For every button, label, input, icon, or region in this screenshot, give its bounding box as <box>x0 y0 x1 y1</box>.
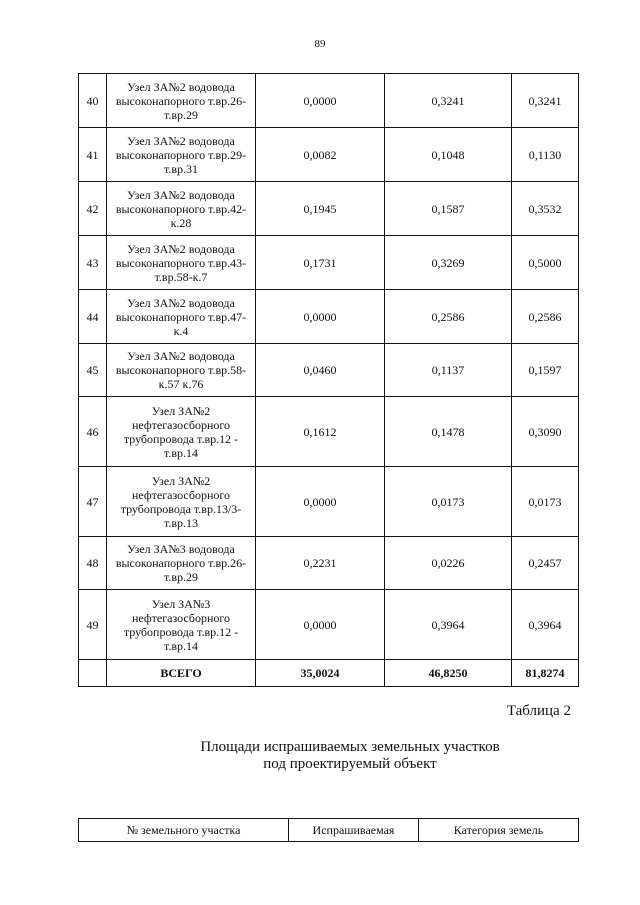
row-value-1: 0,0460 <box>256 344 385 397</box>
total-value-sum: 81,8274 <box>512 660 579 687</box>
row-value-1: 0,2231 <box>256 537 385 590</box>
total-value-1: 35,0024 <box>256 660 385 687</box>
row-value-2: 0,1048 <box>385 128 512 182</box>
row-value-total: 0,3532 <box>512 182 579 236</box>
section-heading-line-2: под проектируемый объект <box>263 756 437 772</box>
row-value-total: 0,0173 <box>512 467 579 537</box>
table-header-row <box>79 819 579 842</box>
row-object-name: Узел ЗА№2 нефтегазосборного трубопровода т.вр.12 - т.вр.14 <box>107 397 256 467</box>
row-value-total: 0,3090 <box>512 397 579 467</box>
row-number: 49 <box>79 590 107 660</box>
total-row-empty-cell <box>79 660 107 687</box>
row-value-2: 0,1587 <box>385 182 512 236</box>
row-object-name: Узел ЗА№2 водовода высоконапорного т.вр.42-к.28 <box>107 182 256 236</box>
row-value-2: 0,2586 <box>385 290 512 344</box>
row-value-total: 0,2457 <box>512 537 579 590</box>
row-number: 43 <box>79 236 107 290</box>
row-value-1: 0,0000 <box>256 74 385 128</box>
land-area-table <box>78 73 579 687</box>
section-heading <box>140 739 560 773</box>
table-row <box>79 236 579 290</box>
row-number: 44 <box>79 290 107 344</box>
row-value-2: 0,0173 <box>385 467 512 537</box>
table-row <box>79 397 579 467</box>
row-value-total: 0,1130 <box>512 128 579 182</box>
row-value-total: 0,3964 <box>512 590 579 660</box>
total-label: ВСЕГО <box>107 660 256 687</box>
row-value-1: 0,1612 <box>256 397 385 467</box>
section-heading-line-1: Площади испрашиваемых земельных участков <box>200 739 500 755</box>
row-number: 41 <box>79 128 107 182</box>
row-object-name: Узел ЗА№2 водовода высоконапорного т.вр.29-т.вр.31 <box>107 128 256 182</box>
table-row <box>79 74 579 128</box>
row-object-name: Узел ЗА№2 водовода высоконапорного т.вр.58-к.57 к.76 <box>107 344 256 397</box>
row-value-1: 0,1945 <box>256 182 385 236</box>
row-number: 48 <box>79 537 107 590</box>
table-row <box>79 344 579 397</box>
row-value-1: 0,0000 <box>256 467 385 537</box>
row-value-2: 0,0226 <box>385 537 512 590</box>
row-value-total: 0,5000 <box>512 236 579 290</box>
total-row <box>79 660 579 687</box>
table-row <box>79 128 579 182</box>
row-number: 47 <box>79 467 107 537</box>
row-value-1: 0,0082 <box>256 128 385 182</box>
row-value-2: 0,3964 <box>385 590 512 660</box>
row-value-2: 0,1478 <box>385 397 512 467</box>
header-requested: Испрашиваемая <box>289 819 419 842</box>
requested-plots-table <box>78 818 579 842</box>
header-plot-number: № земельного участка <box>79 819 289 842</box>
table-row <box>79 182 579 236</box>
table-row <box>79 537 579 590</box>
row-value-1: 0,0000 <box>256 290 385 344</box>
row-value-total: 0,2586 <box>512 290 579 344</box>
row-value-total: 0,3241 <box>512 74 579 128</box>
table-row <box>79 290 579 344</box>
row-number: 46 <box>79 397 107 467</box>
row-object-name: Узел ЗА№2 водовода высоконапорного т.вр.47-к.4 <box>107 290 256 344</box>
row-object-name: Узел ЗА№2 нефтегазосборного трубопровода т.вр.13/3-т.вр.13 <box>107 467 256 537</box>
row-object-name: Узел ЗА№2 водовода высоконапорного т.вр.26-т.вр.29 <box>107 74 256 128</box>
row-number: 45 <box>79 344 107 397</box>
row-value-1: 0,1731 <box>256 236 385 290</box>
row-object-name: Узел ЗА№3 водовода высоконапорного т.вр.26-т.вр.29 <box>107 537 256 590</box>
row-value-2: 0,3269 <box>385 236 512 290</box>
table-caption: Таблица 2 <box>506 703 571 719</box>
row-value-1: 0,0000 <box>256 590 385 660</box>
row-object-name: Узел ЗА№2 водовода высоконапорного т.вр.43-т.вр.58-к.7 <box>107 236 256 290</box>
table-row <box>79 590 579 660</box>
total-value-2: 46,8250 <box>385 660 512 687</box>
table-row <box>79 467 579 537</box>
row-number: 42 <box>79 182 107 236</box>
row-value-total: 0,1597 <box>512 344 579 397</box>
row-value-2: 0,3241 <box>385 74 512 128</box>
row-object-name: Узел ЗА№3 нефтегазосборного трубопровода т.вр.12 - т.вр.14 <box>107 590 256 660</box>
header-land-category: Категория земель <box>419 819 579 842</box>
row-number: 40 <box>79 74 107 128</box>
row-value-2: 0,1137 <box>385 344 512 397</box>
page-number: 89 <box>314 38 326 50</box>
